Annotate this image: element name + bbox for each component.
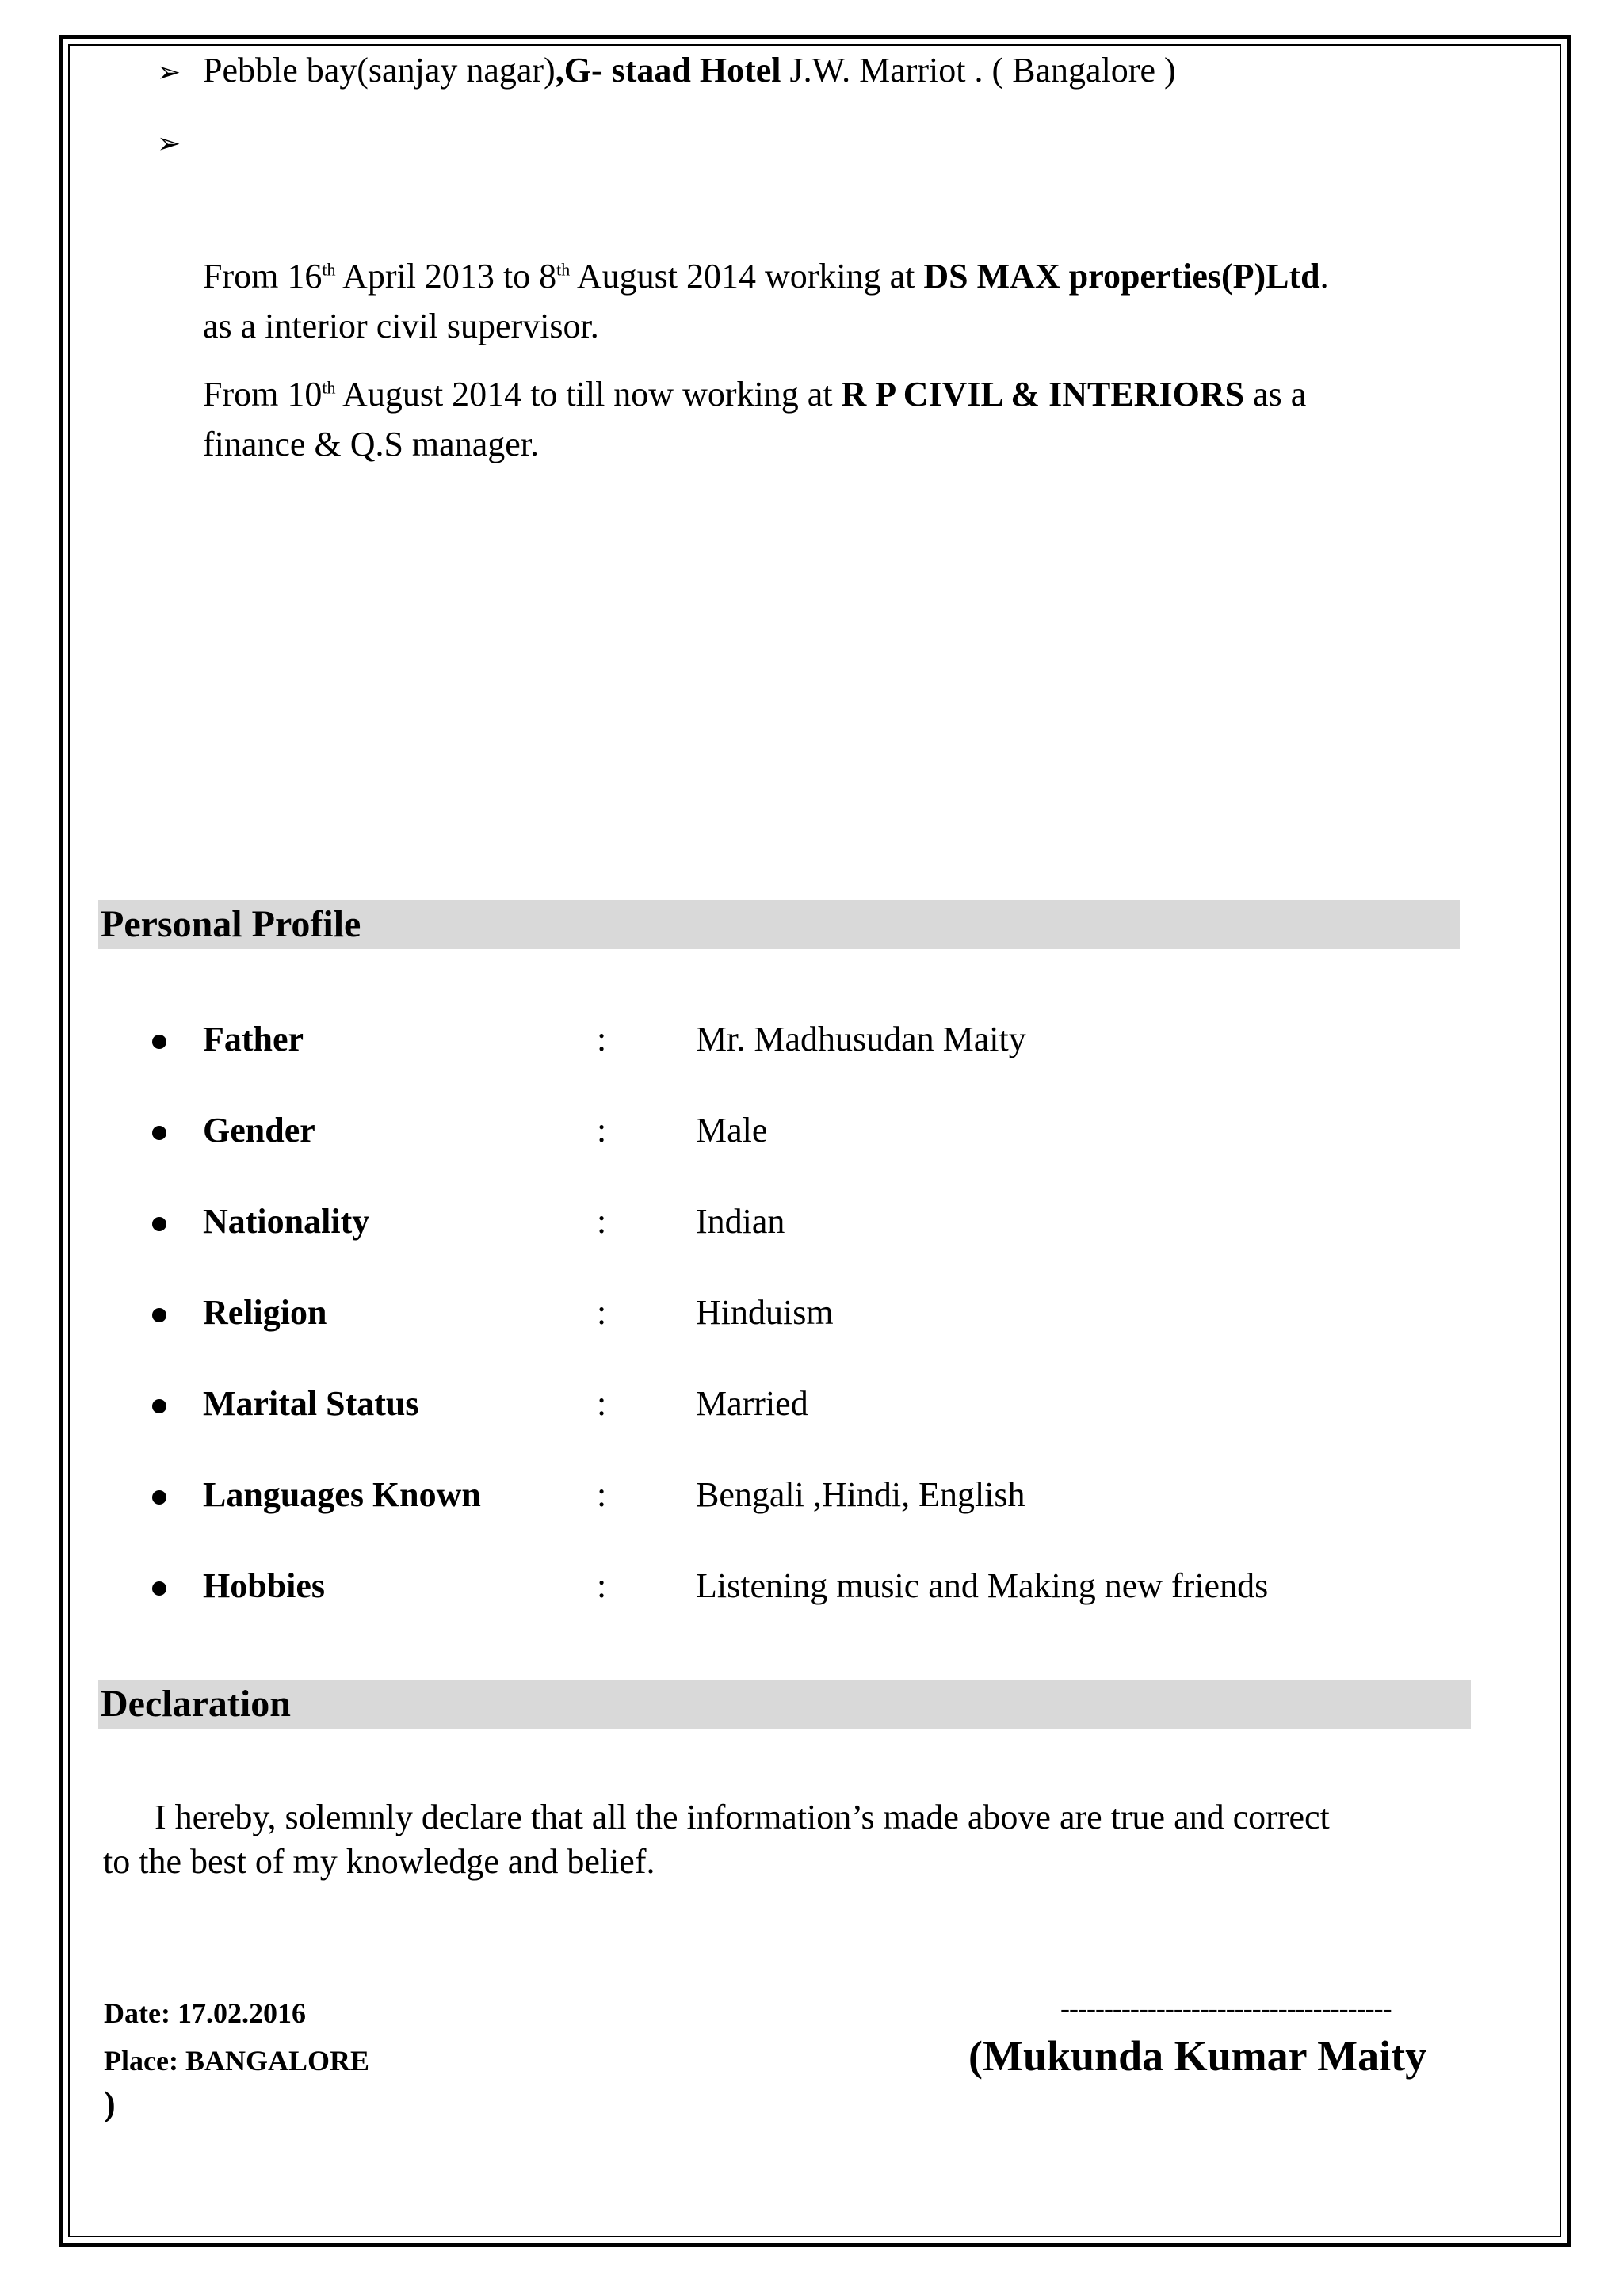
job2-end: as a	[1244, 375, 1307, 414]
bullet-icon	[152, 1126, 166, 1140]
profile-row-languages	[0, 1474, 1623, 1522]
job1-line1	[203, 257, 1329, 297]
profile-colon: :	[597, 1384, 607, 1423]
job2-company: R P CIVIL & INTERIORS	[841, 375, 1245, 414]
place-label: Place: BANGALORE	[104, 2045, 369, 2077]
profile-value: Married	[696, 1384, 808, 1423]
profile-label: Gender	[203, 1111, 315, 1150]
profile-row-nationality	[0, 1201, 1623, 1249]
profile-label: Marital Status	[203, 1384, 419, 1423]
profile-colon: :	[597, 1020, 607, 1058]
bullet-icon	[152, 1399, 166, 1413]
declaration-line1: I hereby, solemnly declare that all the information’s made above are true and correct	[155, 1798, 1330, 1836]
date-label: Date: 17.02.2016	[104, 1997, 306, 2029]
job1-sup2: th	[556, 259, 571, 280]
bullet-icon	[152, 1308, 166, 1322]
job2-line2: finance & Q.S manager.	[203, 425, 539, 463]
job1-company: DS MAX properties(P)Ltd	[923, 257, 1320, 296]
profile-value: Mr. Madhusudan Maity	[696, 1020, 1026, 1058]
bullet-icon	[152, 1217, 166, 1231]
declaration-heading-bar	[98, 1680, 1471, 1729]
profile-label: Father	[203, 1020, 304, 1058]
profile-row-gender	[0, 1110, 1623, 1158]
profile-value: Bengali ,Hindi, English	[696, 1475, 1025, 1514]
job1-line2: as a interior civil supervisor.	[203, 307, 599, 345]
job2-prefix: From 10	[203, 375, 323, 414]
profile-label: Languages Known	[203, 1475, 481, 1514]
profile-colon: :	[597, 1111, 607, 1150]
job2-sup1: th	[322, 377, 336, 398]
bullet-icon	[152, 1035, 166, 1049]
declaration-heading: Declaration	[101, 1683, 291, 1725]
profile-row-religion	[0, 1292, 1623, 1340]
job2-line1	[203, 375, 1306, 415]
arrow-bullet-icon: ➢	[157, 56, 181, 88]
profile-row-hobbies	[0, 1566, 1623, 1613]
bullet-icon	[152, 1490, 166, 1505]
job2-mid1: August 2014 to till now working at	[335, 375, 842, 414]
job1-prefix: From 16	[203, 257, 323, 296]
profile-value: Indian	[696, 1202, 785, 1241]
signature-name: (Mukunda Kumar Maity	[968, 2032, 1427, 2080]
projects-line	[203, 51, 1176, 91]
projects-part1: Pebble bay(sanjay nagar)	[203, 51, 556, 90]
projects-part2: ,G- staad Hotel	[555, 51, 781, 90]
personal-profile-heading: Personal Profile	[101, 903, 361, 945]
profile-colon: :	[597, 1475, 607, 1514]
profile-value: Hinduism	[696, 1293, 834, 1332]
profile-label: Religion	[203, 1293, 327, 1332]
arrow-bullet-icon: ➢	[157, 128, 181, 159]
job1-sup1: th	[322, 259, 336, 280]
projects-part3: J.W. Marriot . ( Bangalore )	[789, 51, 1176, 90]
profile-row-marital-status	[0, 1383, 1623, 1431]
declaration-line2: to the best of my knowledge and belief.	[103, 1842, 655, 1881]
closing-paren: )	[104, 2084, 116, 2123]
profile-colon: :	[597, 1202, 607, 1241]
profile-colon: :	[597, 1293, 607, 1332]
profile-value: Listening music and Making new friends	[696, 1566, 1269, 1605]
job1-end: .	[1319, 257, 1329, 296]
job1-mid2: August 2014 working at	[570, 257, 924, 296]
profile-row-father	[0, 1019, 1623, 1066]
job1-mid1: April 2013 to 8	[335, 257, 557, 296]
profile-value: Male	[696, 1111, 768, 1150]
profile-colon: :	[597, 1566, 607, 1605]
bullet-icon	[152, 1581, 166, 1596]
signature-line: --------------------------------------	[1060, 1993, 1392, 2024]
profile-label: Nationality	[203, 1202, 370, 1241]
profile-label: Hobbies	[203, 1566, 326, 1605]
